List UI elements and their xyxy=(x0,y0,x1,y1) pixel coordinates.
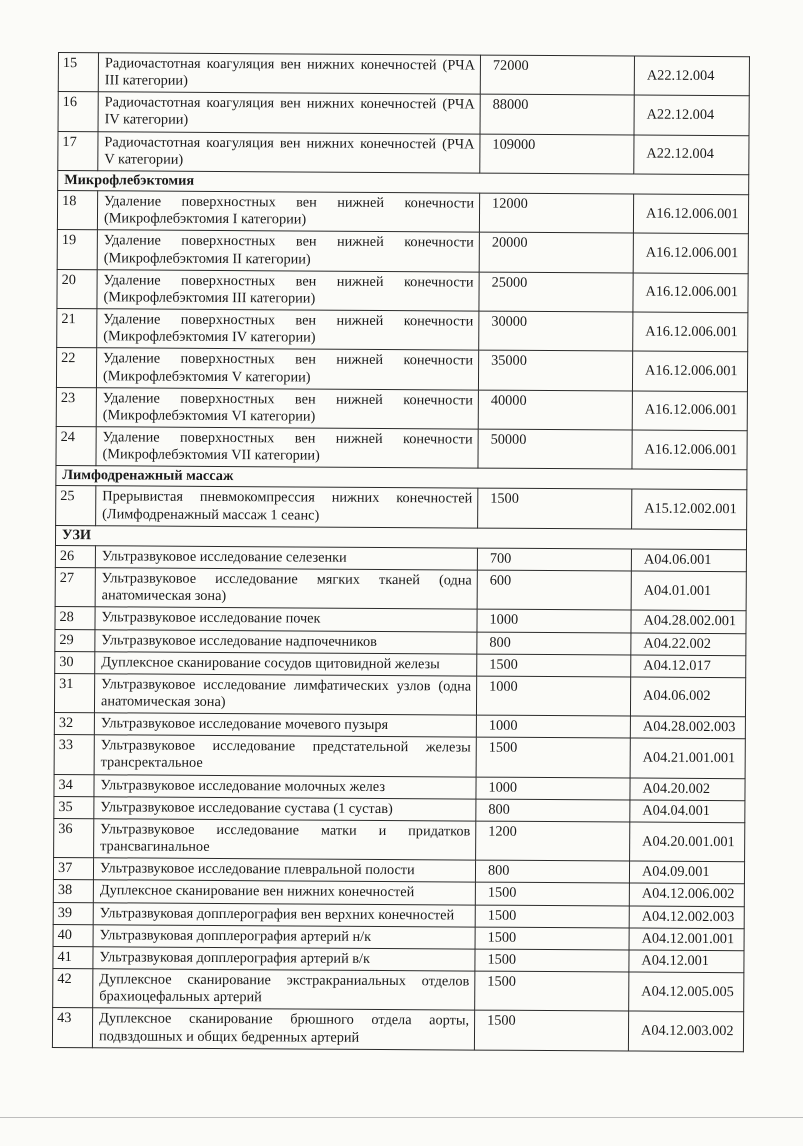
service-name: Дуплексное сканирование экстракраниальных отделов брахиоцефальных артерий xyxy=(93,969,475,1011)
service-name: Удаление поверхностных вен нижней конечности (Микрофлебэктомия I категории) xyxy=(97,191,479,233)
service-code: A04.04.001 xyxy=(630,800,745,823)
service-code: A16.12.006.001 xyxy=(632,430,747,470)
service-price: 1000 xyxy=(476,777,630,800)
row-number: 24 xyxy=(56,426,96,466)
row-number: 23 xyxy=(56,387,96,427)
row-number: 31 xyxy=(54,673,94,713)
service-code: A04.12.006.002 xyxy=(629,883,744,906)
service-name: Ультразвуковое исследование сустава (1 сустав) xyxy=(94,797,476,821)
row-number: 34 xyxy=(54,774,94,796)
service-price: 1500 xyxy=(478,489,632,529)
table-row xyxy=(54,818,745,862)
service-code: A22.12.004 xyxy=(634,95,749,135)
service-name: Удаление поверхностных вен нижней конечности (Микрофлебэктомия VI категории) xyxy=(96,387,478,429)
service-name: Ультразвуковая допплерография артерий н/к xyxy=(93,924,475,948)
service-price: 88000 xyxy=(480,94,634,134)
service-name: Ультразвуковое исследование почек xyxy=(95,607,477,631)
service-name: Ультразвуковое исследование надпочечников xyxy=(95,629,477,653)
service-name: Ультразвуковое исследование матки и придатков трансвагинальное xyxy=(94,819,476,861)
service-code: A04.06.001 xyxy=(631,549,746,572)
table-row xyxy=(52,1008,743,1052)
service-price: 1500 xyxy=(475,882,629,905)
price-list-body xyxy=(52,53,749,1052)
row-number: 25 xyxy=(56,486,96,526)
section-title: УЗИ xyxy=(55,525,746,549)
service-name: Удаление поверхностных вен нижней конечности (Микрофлебэктомия II категории) xyxy=(97,230,479,272)
service-name: Ультразвуковая допплерография артерий в/к xyxy=(93,947,475,971)
service-code: A16.12.006.001 xyxy=(633,194,748,234)
service-price: 1200 xyxy=(476,821,630,861)
row-number: 18 xyxy=(57,191,97,231)
row-number: 35 xyxy=(54,796,94,818)
service-price: 800 xyxy=(476,799,630,822)
service-code: A04.21.001.001 xyxy=(630,738,745,778)
service-code: A04.01.001 xyxy=(631,571,746,611)
service-name: Удаление поверхностных вен нижней конечности (Микрофлебэктомия III категории) xyxy=(97,269,479,311)
service-code: A16.12.006.001 xyxy=(633,233,748,273)
row-number: 21 xyxy=(57,309,97,349)
row-number: 32 xyxy=(54,713,94,735)
table-row xyxy=(56,426,747,470)
row-number: 43 xyxy=(52,1008,92,1048)
service-price: 40000 xyxy=(478,390,632,430)
price-list-table xyxy=(52,52,750,1052)
service-code: A22.12.004 xyxy=(634,56,749,96)
service-price: 700 xyxy=(477,548,631,571)
service-code: A15.12.002.001 xyxy=(632,489,747,529)
service-price: 1500 xyxy=(475,971,629,1011)
service-code: A16.12.006.001 xyxy=(632,391,747,431)
service-code: A16.12.006.001 xyxy=(633,273,748,313)
service-name: Дуплексное сканирование вен нижних конечностей xyxy=(93,880,475,904)
row-number: 37 xyxy=(53,858,93,880)
row-number: 20 xyxy=(57,269,97,309)
service-name: Ультразвуковое исследование плевральной полости xyxy=(93,858,475,882)
row-number: 27 xyxy=(55,568,95,608)
service-code: A04.12.001 xyxy=(629,950,744,973)
service-price: 1500 xyxy=(475,905,629,928)
service-name: Дуплексное сканирование брюшного отдела аорты, подвздошных и общих бедренных артерий xyxy=(92,1008,474,1050)
service-name: Ультразвуковое исследование лимфатических узлов (одна анатомическая зона) xyxy=(94,674,476,716)
service-code: A04.12.002.003 xyxy=(629,906,744,929)
table-row xyxy=(57,191,748,235)
row-number: 17 xyxy=(58,131,98,171)
table-row xyxy=(53,969,744,1013)
table-row xyxy=(57,230,748,274)
table-row xyxy=(58,131,749,175)
service-code: A04.12.001.001 xyxy=(629,928,744,951)
service-code: A04.28.002.001 xyxy=(631,610,746,633)
service-code: A04.06.002 xyxy=(630,677,745,717)
service-code: A04.20.002 xyxy=(630,778,745,801)
service-name: Ультразвуковое исследование мягких тканей (одна анатомическая зона) xyxy=(95,568,477,610)
row-number: 40 xyxy=(53,924,93,946)
service-price: 1500 xyxy=(474,1010,628,1050)
service-name: Радиочастотная коагуляция вен нижних конечностей (РЧА III категории) xyxy=(98,53,480,95)
service-name: Удаление поверхностных вен нижней конечности (Микрофлебэктомия V категории) xyxy=(96,348,478,390)
service-name: Ультразвуковое исследование мочевого пузыря xyxy=(94,713,476,737)
table-row xyxy=(57,269,748,313)
table-row xyxy=(56,348,747,392)
row-number: 42 xyxy=(53,969,93,1009)
service-code: A04.09.001 xyxy=(629,861,744,884)
service-name: Удаление поверхностных вен нижней конечности (Микрофлебэктомия VII категории) xyxy=(96,427,478,469)
row-number: 38 xyxy=(53,880,93,902)
row-number: 33 xyxy=(54,735,94,775)
row-number: 41 xyxy=(53,946,93,968)
service-code: A04.12.017 xyxy=(631,655,746,678)
service-price: 35000 xyxy=(478,350,632,390)
service-code: A16.12.006.001 xyxy=(633,312,748,352)
table-row xyxy=(57,309,748,353)
service-name: Ультразвуковое исследование предстательной железы трансректальное xyxy=(94,735,476,777)
service-name: Ультразвуковая допплерография вен верхних конечностей xyxy=(93,902,475,926)
row-number: 26 xyxy=(55,545,95,567)
service-price: 25000 xyxy=(479,272,633,312)
price-list-page xyxy=(52,52,750,1052)
service-price: 600 xyxy=(477,570,631,610)
row-number: 19 xyxy=(57,230,97,270)
row-number: 15 xyxy=(58,53,98,93)
table-row xyxy=(54,735,745,779)
service-price: 1500 xyxy=(477,654,631,677)
service-price: 1500 xyxy=(475,927,629,950)
table-row xyxy=(58,53,749,97)
service-code: A04.20.001.001 xyxy=(630,822,745,862)
row-number: 29 xyxy=(55,629,95,651)
section-title: Лимфодренажный массаж xyxy=(56,466,747,490)
service-price: 1500 xyxy=(476,737,630,777)
service-name: Дуплексное сканирование сосудов щитовидной железы xyxy=(95,651,477,675)
row-number: 39 xyxy=(53,902,93,924)
row-number: 16 xyxy=(58,92,98,132)
service-price: 109000 xyxy=(480,134,634,174)
service-price: 30000 xyxy=(479,311,633,351)
service-code: A16.12.006.001 xyxy=(632,351,747,391)
service-price: 1000 xyxy=(477,609,631,632)
service-code: A04.12.003.002 xyxy=(628,1011,743,1051)
service-price: 1000 xyxy=(476,715,630,738)
row-number: 22 xyxy=(56,348,96,388)
row-number: 36 xyxy=(54,818,94,858)
table-row xyxy=(54,673,745,717)
service-price: 1000 xyxy=(476,676,630,716)
service-code: A04.22.002 xyxy=(631,633,746,656)
table-row xyxy=(55,568,746,612)
table-row xyxy=(56,486,747,530)
page-bottom-edge xyxy=(0,1117,803,1118)
table-row xyxy=(58,92,749,136)
service-price: 20000 xyxy=(479,232,633,272)
service-code: A04.12.005.005 xyxy=(629,972,744,1012)
service-name: Радиочастотная коагуляция вен нижних конечностей (РЧА IV категории) xyxy=(98,92,480,134)
service-price: 72000 xyxy=(480,55,634,95)
service-name: Удаление поверхностных вен нижней конечности (Микрофлебэктомия IV категории) xyxy=(97,309,479,351)
service-price: 800 xyxy=(477,632,631,655)
service-name: Ультразвуковое исследование селезенки xyxy=(95,546,477,570)
service-name: Ультразвуковое исследование молочных желез xyxy=(94,774,476,798)
service-name: Прерывистая пневмокомпрессия нижних конечностей (Лимфодренажный массаж 1 сеанс) xyxy=(96,486,478,528)
row-number: 30 xyxy=(55,651,95,673)
row-number: 28 xyxy=(55,607,95,629)
service-name: Радиочастотная коагуляция вен нижних конечностей (РЧА V категории) xyxy=(98,131,480,173)
service-price: 800 xyxy=(475,860,629,883)
service-price: 50000 xyxy=(478,429,632,469)
service-price: 12000 xyxy=(479,193,633,233)
service-code: A22.12.004 xyxy=(634,135,749,175)
section-title: Микрофлебэктомия xyxy=(58,170,749,194)
service-code: A04.28.002.003 xyxy=(630,716,745,739)
table-row xyxy=(56,387,747,431)
service-price: 1500 xyxy=(475,949,629,972)
